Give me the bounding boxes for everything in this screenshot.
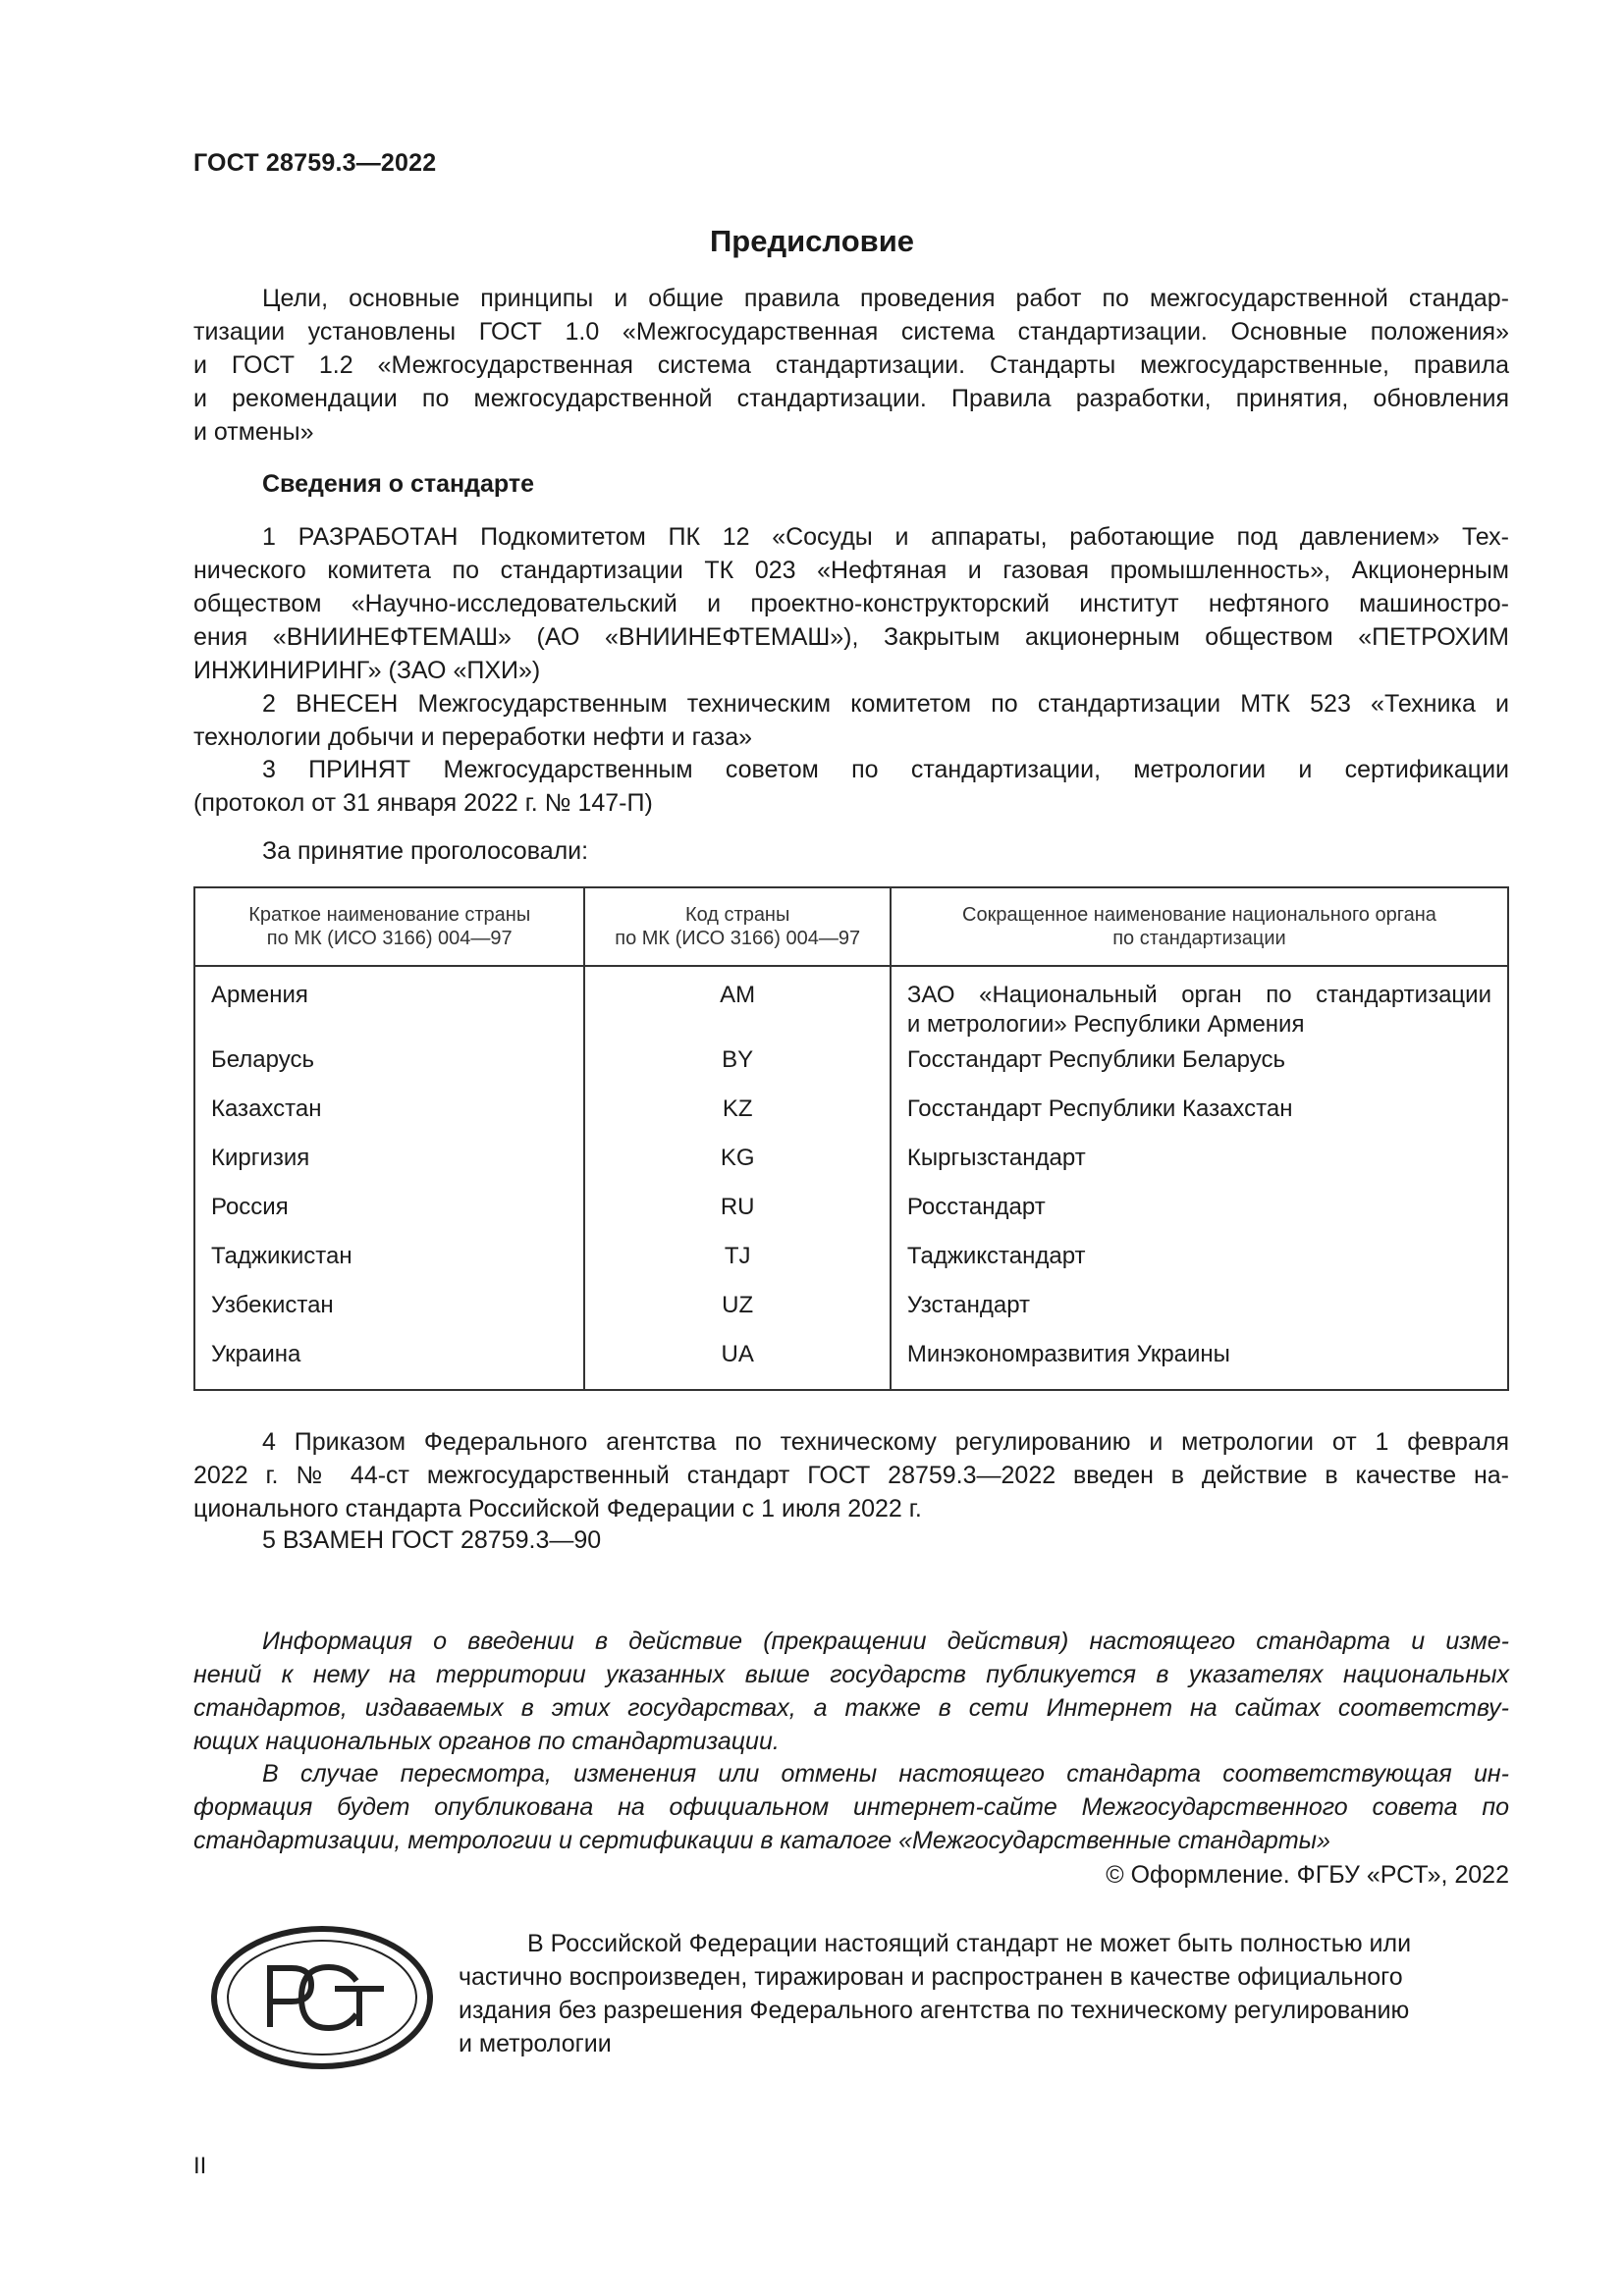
cell-organization: Госстандарт Республики Беларусь	[891, 1045, 1508, 1095]
text-line: В случае пересмотра, изменения или отмены настоящего стандарта соответствующая ин-	[262, 1760, 1509, 1788]
section-heading: Сведения о стандарте	[262, 470, 535, 498]
page-title: Предисловие	[709, 224, 914, 258]
cell-country: Украина	[194, 1340, 584, 1390]
pst-certification-icon	[209, 1924, 435, 2071]
notice-paragraph-1	[193, 1625, 1509, 1758]
cell-organization: Госстандарт Республики Казахстан	[891, 1095, 1508, 1144]
cell-code: BY	[584, 1045, 890, 1095]
text-line: стандартизации, метрологии и сертификации в каталоге «Межгосударственные стандарты»	[193, 1827, 1330, 1854]
text-line: нического комитета по стандартизации ТК 023 «Нефтяная и газовая промышленность», Акционерным	[193, 557, 1509, 584]
text-line: ИНЖИНИРИНГ» (ЗАО «ПХИ»)	[193, 657, 541, 684]
cell-code: UZ	[584, 1291, 890, 1340]
info-item-2	[193, 687, 1509, 754]
info-item-5: 5 ВЗАМЕН ГОСТ 28759.3—90	[262, 1526, 602, 1554]
table-row	[194, 1144, 1508, 1193]
cell-code: KG	[584, 1144, 890, 1193]
info-item-4	[193, 1425, 1509, 1525]
cell-organization: Кыргызстандарт	[891, 1144, 1508, 1193]
cell-country: Таджикистан	[194, 1242, 584, 1291]
header-organization: Сокращенное наименование национального органа по стандартизации	[891, 887, 1508, 966]
table-row	[194, 1340, 1508, 1390]
info-item-1	[193, 520, 1509, 687]
text-line: ционального стандарта Российской Федерации с 1 июля 2022 г.	[193, 1495, 922, 1522]
text-line: и рекомендации по межгосударственной стандартизации. Правила разработки, принятия, обновления	[193, 385, 1509, 412]
text-line: и ГОСТ 1.2 «Межгосударственная система стандартизации. Стандарты межгосударственные, правила	[193, 351, 1509, 379]
vote-label: За принятие проголосовали:	[262, 837, 589, 865]
text-line: ющих национальных органов по стандартизации.	[193, 1728, 780, 1755]
cell-code: KZ	[584, 1095, 890, 1144]
reproduction-notice	[459, 1927, 1509, 2060]
text-line: и отмены»	[193, 418, 314, 446]
cell-organization: Таджикстандарт	[891, 1242, 1508, 1291]
cell-country: Узбекистан	[194, 1291, 584, 1340]
cell-code: RU	[584, 1193, 890, 1242]
text-line: (протокол от 31 января 2022 г. № 147-П)	[193, 789, 653, 817]
table-row	[194, 1242, 1508, 1291]
text-line: 3 ПРИНЯТ Межгосударственным советом по стандартизации, метрологии и сертификации	[262, 756, 1509, 783]
table-row	[194, 1291, 1508, 1340]
cell-country: Россия	[194, 1193, 584, 1242]
text-line: нений к нему на территории указанных выше государств публикуется в указателях национальных	[193, 1661, 1509, 1688]
cell-organization: Узстандарт	[891, 1291, 1508, 1340]
cell-organization: ЗАО «Национальный орган по стандартизации и метрологии» Республики Армения	[891, 966, 1508, 1045]
table-row	[194, 966, 1508, 1045]
text-line: тизации установлены ГОСТ 1.0 «Межгосударственная система стандартизации. Основные положения»	[193, 318, 1509, 346]
text-line: частично воспроизведен, тиражирован и распространен в качестве официального	[459, 1963, 1403, 1991]
table-header-row	[194, 887, 1508, 966]
header-country: Краткое наименование страны по МК (ИСО 3166) 004—97	[194, 887, 584, 966]
text-line: 2022 г. № 44-ст межгосударственный стандарт ГОСТ 28759.3—2022 введен в действие в качестве на-	[193, 1462, 1509, 1489]
vote-table	[193, 886, 1509, 1391]
notice-paragraph-2	[193, 1757, 1509, 1857]
text-line: Цели, основные принципы и общие правила проведения работ по межгосударственной стандар-	[262, 285, 1509, 312]
text-line: издания без разрешения Федерального агентства по техническому регулированию	[459, 1997, 1410, 2024]
text-line: стандартов, издаваемых в этих государствах, а также в сети Интернет на сайтах соответству-	[193, 1694, 1509, 1722]
table-row	[194, 1045, 1508, 1095]
text-line: обществом «Научно-исследовательский и проектно-конструкторский институт нефтяного машиностро-	[193, 590, 1509, 617]
document-id: ГОСТ 28759.3—2022	[193, 149, 437, 177]
cell-country: Казахстан	[194, 1095, 584, 1144]
text-line: технологии добычи и переработки нефти и газа»	[193, 723, 753, 751]
text-line: формация будет опубликована на официальном интернет-сайте Межгосударственного совета по	[193, 1793, 1509, 1821]
text-line: 1 РАЗРАБОТАН Подкомитетом ПК 12 «Сосуды и аппараты, работающие под давлением» Тех-	[262, 523, 1509, 551]
info-item-3	[193, 753, 1509, 820]
cell-code: AM	[584, 966, 890, 1045]
text-line: Информация о введении в действие (прекращении действия) настоящего стандарта и изме-	[262, 1628, 1509, 1655]
table-row	[194, 1095, 1508, 1144]
cell-code: UA	[584, 1340, 890, 1390]
table-row	[194, 1193, 1508, 1242]
text-line: В Российской Федерации настоящий стандарт не может быть полностью или	[527, 1930, 1412, 1957]
header-code: Код страны по МК (ИСО 3166) 004—97	[584, 887, 890, 966]
text-line: 2 ВНЕСЕН Межгосударственным техническим комитетом по стандартизации МТК 523 «Техника и	[262, 690, 1509, 718]
cell-organization: Росстандарт	[891, 1193, 1508, 1242]
cell-organization: Минэкономразвития Украины	[891, 1340, 1508, 1390]
page-number: II	[193, 2153, 207, 2179]
intro-paragraph	[193, 282, 1509, 449]
cell-country: Киргизия	[194, 1144, 584, 1193]
copyright-notice: © Оформление. ФГБУ «РСТ», 2022	[1106, 1861, 1509, 1889]
cell-country: Беларусь	[194, 1045, 584, 1095]
text-line: ения «ВНИИНЕФТЕМАШ» (АО «ВНИИНЕФТЕМАШ»), Закрытым акционерным обществом «ПЕТРОХИМ	[193, 623, 1509, 651]
text-line: 4 Приказом Федерального агентства по техническому регулированию и метрологии от 1 февраля	[262, 1428, 1509, 1456]
cell-code: TJ	[584, 1242, 890, 1291]
cell-country: Армения	[194, 966, 584, 1045]
text-line: и метрологии	[459, 2030, 612, 2057]
